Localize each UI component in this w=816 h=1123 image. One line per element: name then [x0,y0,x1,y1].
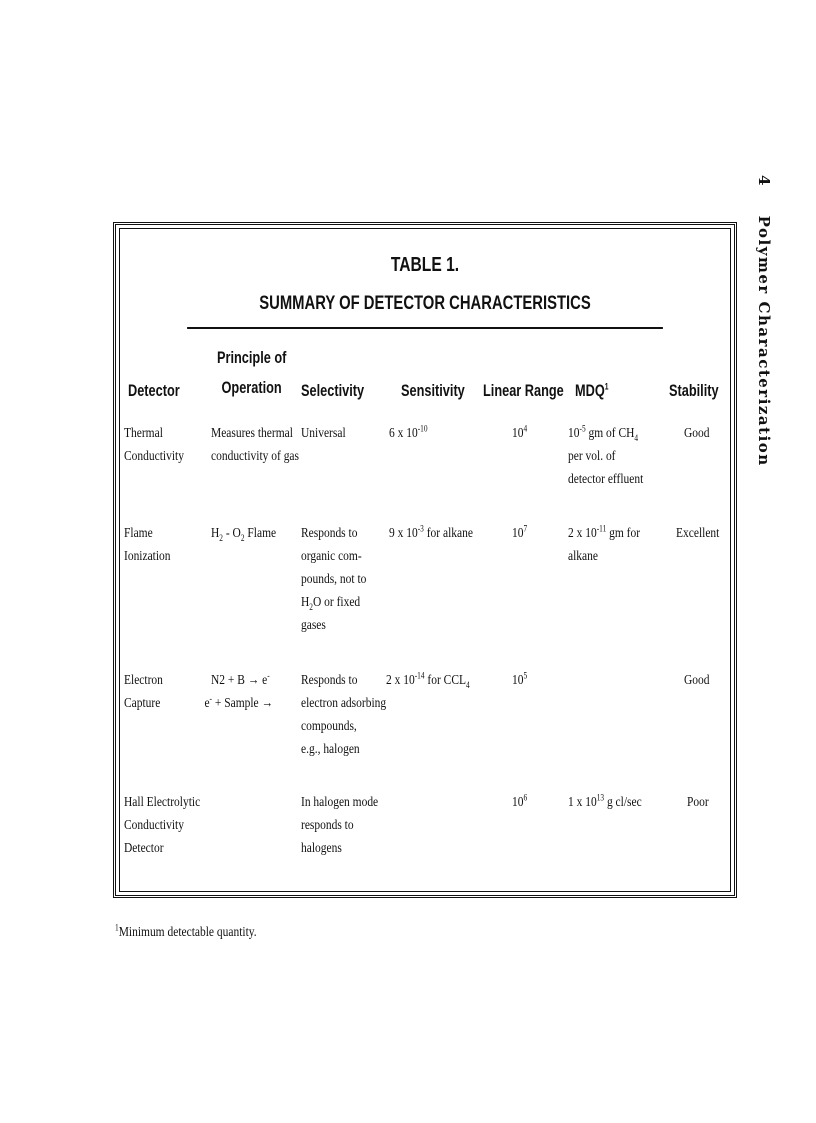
row4-mdq: 1 x $10^{13}$ g cl/sec [568,792,642,810]
table-frame [113,222,737,898]
header-sensitivity: Sensitivity [401,381,465,400]
table-title: TABLE 1. [390,254,460,276]
header-linear-range: Linear Range [483,381,564,400]
header-mdq [575,379,609,403]
footnote [115,922,257,941]
row1-selectivity: Universal [301,426,346,441]
row2-sensitivity: 9 x $10^{-3}$ for alkane [389,523,473,541]
row3-sensitivity: 2 x $10^{-14}$ for $CCL_4$ [386,670,470,690]
footnote-mark: 1 [115,922,119,933]
row3-stability: Good [684,673,710,688]
row1-principle: Measures thermal conductivity of gas [211,426,299,464]
row1-detector: Thermal Conductivity [124,426,184,464]
row4-selectivity: In halogen mode responds to halogens [301,795,379,856]
header-stability: Stability [669,381,719,400]
header-principle-line2: Operation [221,378,282,397]
footnote-text: Minimum detectable quantity. [118,925,257,940]
row2-mdq: 2 x $10^{-11}$ gm for alkane [568,523,641,564]
header-detector: Detector [128,381,180,400]
book-title: Polymer Characterization [755,215,773,467]
row1-stability: Good [684,426,710,441]
header-principle-line1: Principle of [217,348,287,367]
table-inner [119,228,731,892]
row2-detector: Flame Ionization [124,526,171,564]
row3-selectivity: Responds to electron adsorbing compounds, e.g., halogen [301,673,387,757]
header-selectivity: Selectivity [301,381,365,400]
header-mdq-note: 1 [604,381,609,392]
page-number: 4 [755,175,773,187]
row1-linear-range: $10^4$ [512,423,528,441]
row2-stability: Excellent [676,526,720,541]
row2-linear-range: $10^7$ [512,523,528,541]
row2-principle: $H_2 - O_2$ Flame [211,526,277,543]
header-mdq-label: MDQ [575,381,605,400]
row2-selectivity: Responds to organic com- pounds, not to $H_2O$ or fixed gases [301,526,367,633]
table-subtitle: SUMMARY OF DETECTOR CHARACTERISTICS [259,293,591,314]
header-principle [217,346,286,400]
running-head [755,175,773,515]
row1-sensitivity: 6 x $10^{-10}$ [389,423,428,441]
row4-linear-range: $10^6$ [512,792,528,810]
row3-principle: N2 + B → e- e- + Sample → [204,670,273,711]
table-title-block [187,229,663,329]
row3-linear-range: $10^5$ [512,670,528,688]
row4-stability: Poor [687,795,709,810]
row3-detector: Electron Capture [124,673,163,711]
row1-mdq: $10^{-5}$ gm of $CH_4$ per vol. of detector effluent [568,423,644,487]
row4-detector: Hall Electrolytic Conductivity Detector [124,795,201,856]
